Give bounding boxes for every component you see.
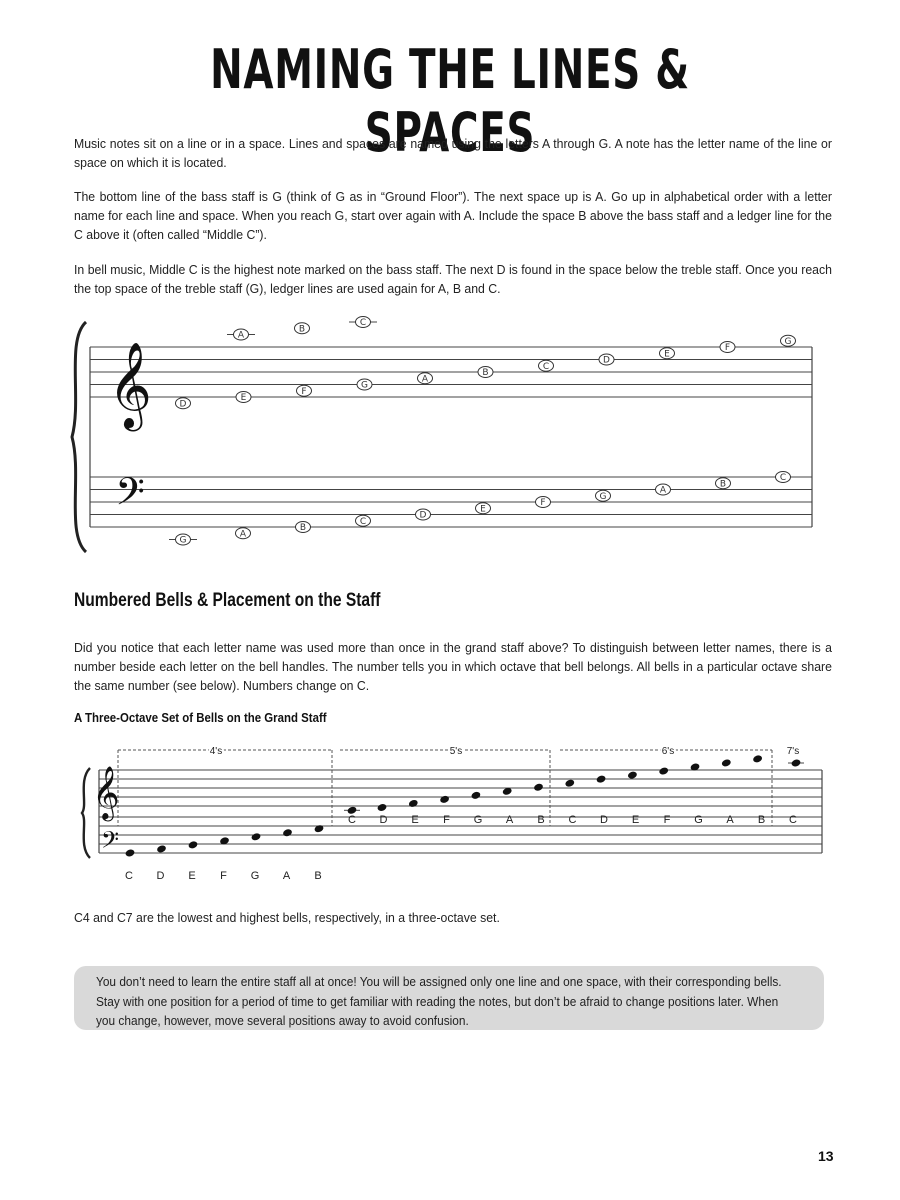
octave-label: 5's	[449, 746, 463, 757]
bell-letter: D	[156, 870, 165, 882]
note-letter: C	[359, 318, 367, 329]
bass-staff-paragraph: The bottom line of the bass staff is G (think of G as in “Ground Floor”). The next space up is A. Go up in alphabetical order with a letter name for each line and space. When you reach G, start over again with A. Include the space B above the bass staff and a ledger line for the C above it (often called “Middle C”).	[74, 189, 832, 242]
octave-label: 4's	[209, 746, 223, 757]
bell-letter: G	[473, 814, 483, 826]
note-letter: C	[359, 516, 367, 527]
bell-note	[471, 791, 482, 800]
note-letter: G	[784, 336, 792, 347]
bell-note	[314, 824, 325, 833]
bell-note	[156, 844, 167, 853]
brace-icon	[82, 768, 90, 858]
bell-letter: D	[379, 814, 388, 826]
bell-letter: E	[631, 814, 640, 826]
section-heading: Numbered Bells & Placement on the Staff	[74, 590, 381, 611]
bell-note	[752, 754, 763, 763]
note-letter: A	[237, 330, 245, 341]
note-letter: C	[779, 473, 787, 484]
bell-music-paragraph: In bell music, Middle C is the highest note marked on the bass staff. The next D is found in the space below the treble staff. Once you reach the top space of the treble staff (G), ledger lines are used again for A, B and C.	[74, 262, 832, 296]
bass-clef-icon: 𝄢	[100, 826, 120, 859]
bell-letter: A	[282, 870, 291, 882]
note-letter: D	[179, 399, 187, 410]
treble-clef-icon: 𝄞	[92, 765, 120, 819]
bell-letter: E	[188, 870, 196, 882]
octave-label: 7's	[786, 746, 800, 757]
bell-note	[408, 799, 419, 808]
bell-note	[791, 758, 802, 767]
bell-note	[188, 840, 199, 849]
bell-letter: B	[537, 814, 545, 826]
caption-text: C4 and C7 are the lowest and highest bells, respectively, in a three-octave set.	[74, 910, 500, 925]
note-letter: G	[179, 535, 187, 546]
note-letter: F	[724, 343, 731, 354]
bell-letter: D	[600, 814, 608, 826]
note-letter: B	[719, 479, 727, 490]
bell-note	[721, 758, 732, 767]
bell-note	[564, 779, 575, 788]
note-letter: F	[540, 498, 546, 509]
bell-letter: G	[250, 870, 260, 882]
note-letter: G	[361, 380, 368, 391]
note-letter: E	[664, 349, 670, 360]
note-letter: A	[239, 529, 247, 540]
bell-letter: A	[726, 814, 734, 826]
treble-clef-icon: 𝄞	[108, 342, 152, 428]
tip-text: You don’t need to learn the entire staff all at once! You will be assigned only one line and one space, with their corresponding bells. Stay with one position for a period of time to get familiar with reading the notes, but don’t be afraid to change positions later. When you change, however, move several positions away to avoid confusion.	[96, 974, 782, 1028]
note-letter: E	[480, 504, 486, 515]
tip-box	[74, 966, 824, 1030]
bell-letter: C	[568, 814, 577, 826]
bell-letter: B	[314, 870, 322, 882]
bell-letter: C	[789, 814, 797, 826]
bell-letter: F	[663, 814, 671, 826]
note-letter: B	[482, 368, 489, 379]
bell-note	[627, 770, 638, 779]
bell-note	[125, 848, 136, 857]
bell-letter: A	[505, 814, 514, 826]
bell-note	[251, 832, 262, 841]
bell-note	[533, 783, 544, 792]
note-letter: D	[419, 510, 427, 521]
intro-paragraph: Music notes sit on a line or in a space. Lines and spaces are named using the letters A through G. A note has the letter name of the line or space on which it is located.	[74, 136, 832, 170]
bell-note	[658, 766, 669, 775]
bell-note	[596, 775, 607, 784]
note-letter: F	[301, 386, 307, 397]
three-octave-subheading: A Three-Octave Set of Bells on the Grand Staff	[74, 710, 327, 725]
note-letter: A	[659, 485, 667, 496]
note-letter: B	[299, 523, 307, 534]
bell-letter: G	[694, 814, 703, 826]
bell-letter: F	[220, 870, 227, 882]
note-letter: D	[603, 355, 610, 366]
note-letter: G	[599, 491, 607, 502]
bell-note	[439, 795, 450, 804]
bell-letter: E	[411, 814, 419, 826]
bell-letter: C	[125, 870, 133, 882]
note-letter: A	[421, 374, 429, 385]
bell-letter: B	[757, 814, 766, 826]
bell-note	[377, 803, 388, 812]
bass-clef-icon: 𝄢	[115, 469, 145, 523]
numbered-bells-paragraph: Did you notice that each letter name was used more than once in the grand staff above? To distinguish between letter names, there is a number beside each letter on the bell handles. The number tells you in which octave that bell belongs. All bells in a particular octave share the same number (see below). Numbers change on C.	[74, 640, 832, 693]
bell-letter: C	[348, 814, 356, 826]
octave-label: 6's	[661, 746, 675, 757]
note-letter: B	[298, 324, 306, 335]
bell-note	[282, 828, 293, 837]
page-title: NAMING THE LINES & SPACES	[210, 38, 690, 164]
page-number: 13	[818, 1148, 834, 1164]
bell-letter: F	[443, 814, 450, 826]
note-letter: E	[240, 393, 247, 404]
note-letter: C	[542, 361, 550, 372]
